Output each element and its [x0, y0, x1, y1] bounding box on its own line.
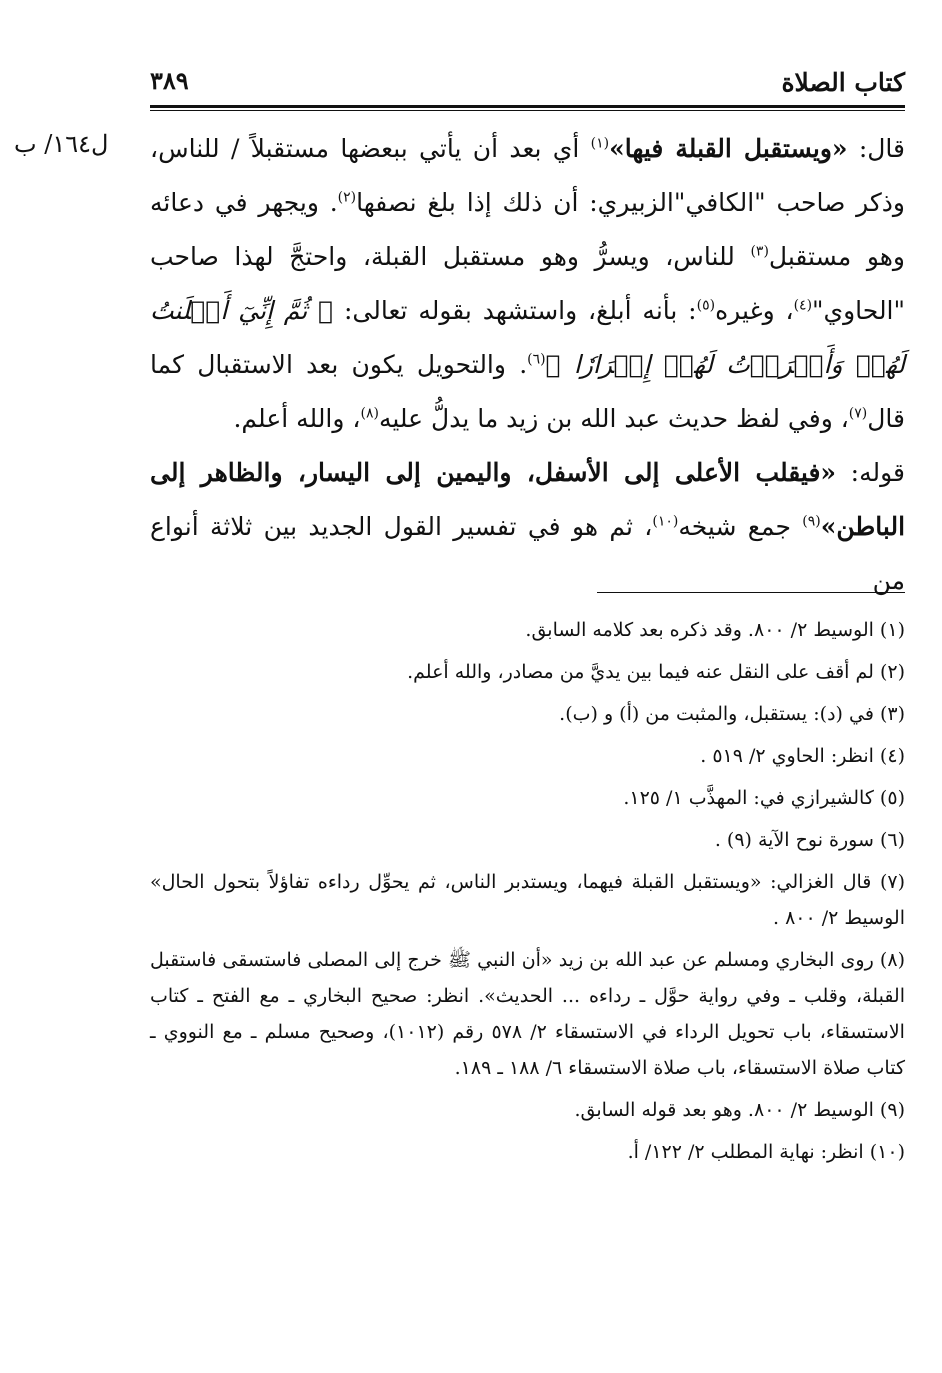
text-run: ، والله أعلم. — [233, 404, 361, 433]
footnote-3: (٣) في (د): يستقبل، والمثبت من (أ) و (ب). — [559, 703, 905, 725]
footnote-ref: (٥) — [696, 297, 716, 314]
manuscript-folio-reference: ل١٦٤/ ب — [14, 130, 109, 158]
running-header — [150, 62, 905, 106]
page-number: ٣٨٩ — [150, 66, 189, 95]
header-rule-thin — [150, 110, 905, 111]
footnote-ref: (١) — [590, 135, 610, 152]
chapter-title: كتاب الصلاة — [781, 68, 905, 97]
quoted-matn: «فيقلب الأعلى إلى الأسفل، واليمين إلى اليسار، والظاهر إلى الباطن» — [150, 458, 906, 541]
footnote-7: (٧) قال الغزالي: «ويستقبل القبلة فيهما، ويستدبر الناس، ثم يحوِّل رداءه تفاؤلاً بتحول الحال» الوسيط ٢/ ٨٠٠ . — [150, 871, 905, 929]
footnote-2: (٢) لم أقف على النقل عنه فيما بين يديَّ من مصادر، والله أعلم. — [407, 661, 905, 683]
header-rule — [150, 105, 905, 108]
main-text — [150, 122, 905, 608]
footnotes — [150, 612, 905, 1176]
footnote-6: (٦) سورة نوح الآية (٩) . — [714, 829, 905, 851]
footnote-ref: (٢) — [337, 189, 357, 206]
footnote-8: (٨) روى البخاري ومسلم عن عبد الله بن زيد «أن النبي ﷺ خرج إلى المصلى فاستسقى فاستقبل القبلة، وقلب ـ وفي رواية حوَّل ـ رداءه ... الحديث». انظر: صحيح البخاري ـ مع الفتح ـ كتاب الاستسقاء، باب تحويل الرداء في الاستسقاء ٢/ ٥٧٨ رقم (١٠١٢)، وصحيح مسلم ـ مع النووي ـ كتاب صلاة الاستسقاء، باب صلاة الاستسقاء ٦/ ١٨٨ ـ ١٨٩. — [150, 949, 905, 1079]
paragraph-2 — [150, 446, 905, 608]
footnote-ref: (٣) — [750, 243, 769, 260]
text-run: أي بعد أن يأتي ببعضها مستقبلاً / للناس، وذكر صاحب "الكافي"الزبيري: أن ذلك إذا بلغ نصفها — [150, 134, 906, 217]
quoted-matn: «ويستقبل القبلة فيها» — [609, 134, 848, 163]
footnote-ref: (٤) — [793, 297, 813, 314]
text-run: . والتحويل يكون بعد الاستقبال كما قال — [150, 350, 905, 433]
footnote-4: (٤) انظر: الحاوي ٢/ ٥١٩ . — [700, 745, 905, 767]
text-run: جمع شيخه — [678, 512, 803, 541]
text-run: ، ثم هو في تفسير القول الجديد بين ثلاثة أنواع من — [150, 512, 905, 595]
footnote-1: (١) الوسيط ٢/ ٨٠٠. وقد ذكره بعد كلامه السابق. — [525, 619, 905, 641]
text-run: قال: — [847, 134, 905, 163]
text-run: قوله: — [836, 458, 905, 487]
footnote-ref: (٦) — [527, 351, 546, 368]
footnote-separator — [597, 592, 905, 593]
paragraph-1 — [150, 122, 905, 446]
text-run: ، وغيره — [715, 296, 794, 325]
footnote-10: (١٠) انظر: نهاية المطلب ٢/ ١٢٢/ أ. — [627, 1141, 905, 1163]
text-run: ، وفي لفظ حديث عبد الله بن زيد ما يدلُّ عليه — [378, 404, 849, 433]
footnote-ref: (٨) — [360, 405, 379, 422]
text-run: . ويجهر في دعائه وهو مستقبل — [150, 188, 905, 271]
footnote-ref: (١٠) — [652, 513, 679, 530]
footnote-ref: (٧) — [848, 405, 868, 422]
footnote-ref: (٩) — [802, 513, 821, 530]
footnote-9: (٩) الوسيط ٢/ ٨٠٠. وهو بعد قوله السابق. — [574, 1099, 905, 1121]
quran-verse: ﴿ ثُمَّ إِنِّيٓ أَعۡلَنتُ لَهُمۡ وَأَسۡرَرۡتُ لَهُمۡ إِسۡرَارٗا ﴾ — [150, 296, 905, 379]
text-run: : بأنه أبلغ، واستشهد بقوله تعالى: — [333, 296, 697, 325]
footnote-5: (٥) كالشيرازي في: المهذَّب ١/ ١٢٥. — [623, 787, 905, 809]
text-run: للناس، ويسرُّ وهو مستقبل القبلة، واحتجَّ لهذا صاحب "الحاوي" — [150, 242, 906, 325]
